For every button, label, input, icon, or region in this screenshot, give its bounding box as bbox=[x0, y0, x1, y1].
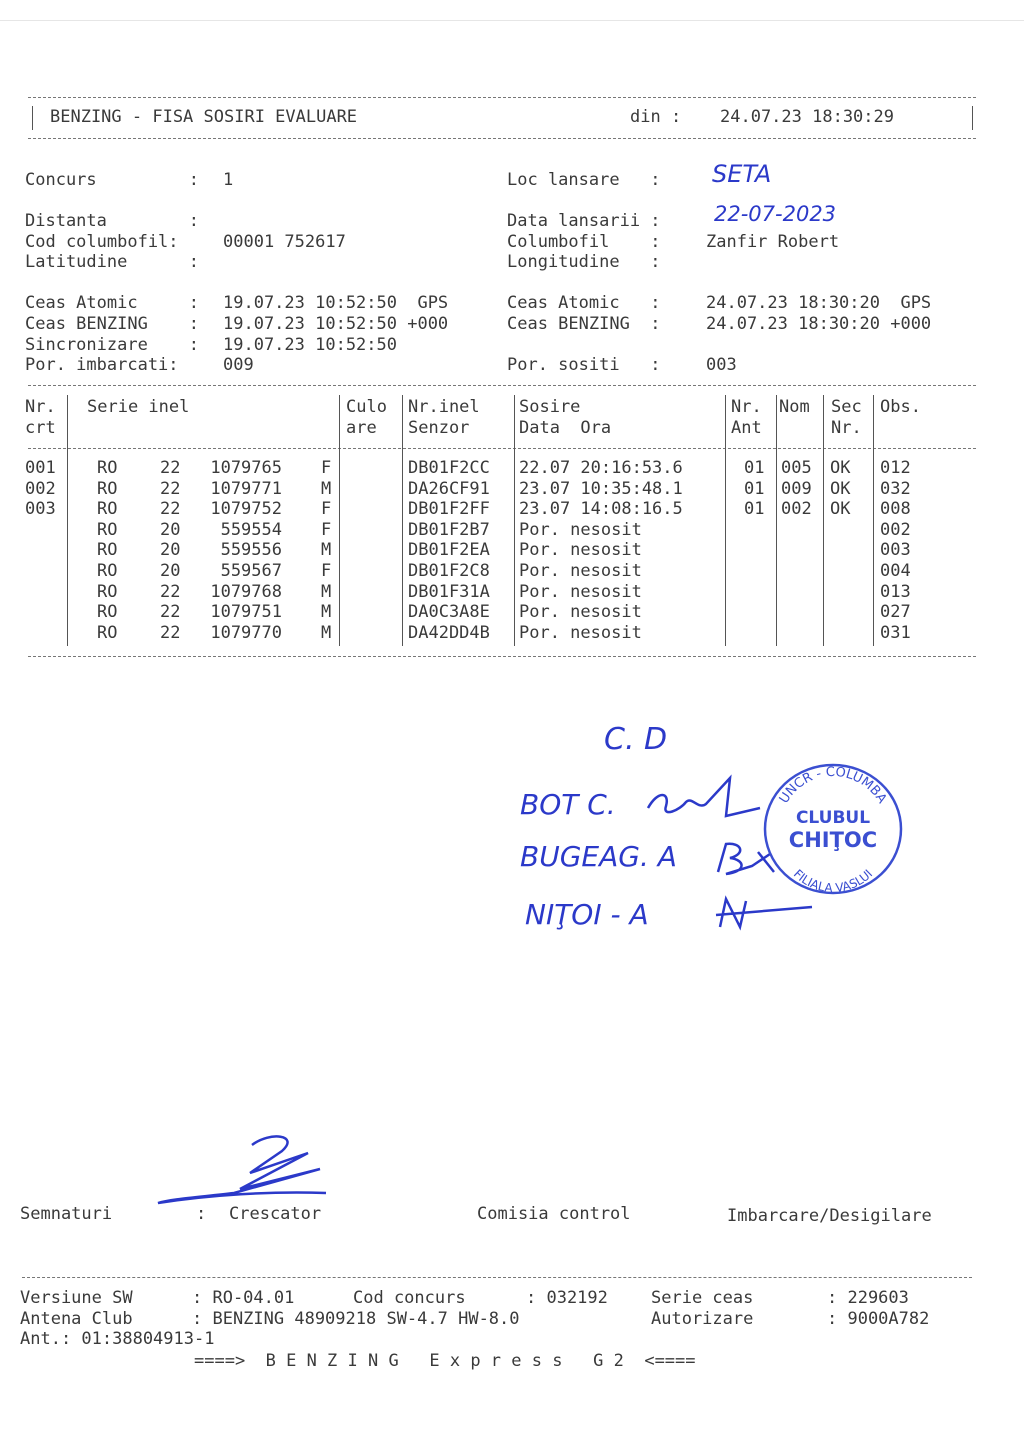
cell-year: 22 bbox=[160, 622, 181, 643]
signatures-label: Semnaturi bbox=[20, 1204, 113, 1224]
table-col-divider bbox=[776, 395, 777, 646]
cell-year: 20 bbox=[160, 561, 181, 581]
cell-arrival: Por. nesosit bbox=[519, 561, 642, 581]
data-lansarii-label: Data lansarii : bbox=[507, 211, 661, 231]
cell-nom: 009 bbox=[781, 478, 812, 499]
autorizare-label: Autorizare bbox=[651, 1309, 754, 1329]
cell-sensor: DA42DD4B bbox=[408, 622, 490, 643]
cell-sensor: DB01F2B7 bbox=[408, 519, 490, 540]
cell-sec: OK bbox=[830, 478, 851, 499]
col-header-nrant: Nr. bbox=[731, 397, 762, 417]
cell-year: 20 bbox=[160, 519, 181, 540]
cell-crt: 001 bbox=[25, 458, 56, 478]
signature-comisia: Comisia control bbox=[477, 1204, 631, 1224]
col-header-senzor: Senzor bbox=[408, 418, 470, 438]
cell-sex: M bbox=[321, 478, 332, 499]
cell-obs: 027 bbox=[880, 602, 911, 623]
stamp-center-2: CHIŢOC bbox=[788, 828, 878, 852]
handwritten-name-bugeag: BUGEAG. A bbox=[520, 840, 677, 873]
cell-country: RO bbox=[97, 581, 118, 602]
autorizare-value: : 9000A782 bbox=[827, 1309, 930, 1329]
ceas-benzing2-value: 24.07.23 18:30:20 +000 bbox=[706, 314, 932, 334]
cell-country: RO bbox=[97, 519, 118, 540]
signature-scribble-3 bbox=[712, 893, 822, 933]
loc-lansare-handwritten: SETA bbox=[712, 160, 772, 188]
handwritten-initials: C. D bbox=[604, 722, 668, 757]
cod-columbofil-value: 00001 752617 bbox=[223, 232, 346, 252]
cell-sensor: DA0C3A8E bbox=[408, 602, 490, 623]
concurs-value: 1 bbox=[223, 170, 234, 190]
cell-year: 22 bbox=[160, 458, 181, 478]
cod-concurs-label: Cod concurs bbox=[353, 1288, 466, 1308]
ceas-atomic2-value: 24.07.23 18:30:20 GPS bbox=[706, 293, 932, 313]
cell-sex: M bbox=[321, 540, 332, 561]
ceas-benzing-label: Ceas BENZING : bbox=[25, 314, 199, 334]
col-header-serie: Serie inel bbox=[87, 397, 190, 417]
table-col-divider bbox=[823, 395, 824, 646]
ceas-atomic2-label: Ceas Atomic : bbox=[507, 293, 661, 313]
col-header-crt: crt bbox=[25, 418, 56, 438]
cell-year: 22 bbox=[160, 602, 181, 623]
concurs-label: Concurs : bbox=[25, 170, 199, 190]
table-bottom-border bbox=[28, 656, 976, 657]
cell-arrival: Por. nesosit bbox=[519, 602, 642, 623]
cell-sensor: DB01F2CC bbox=[408, 458, 490, 478]
signature-imbarcare: Imbarcare/Desigilare bbox=[727, 1206, 932, 1226]
col-header-secnr: Nr. bbox=[831, 418, 862, 438]
header-top-border bbox=[28, 97, 976, 98]
cell-sensor: DB01F2EA bbox=[408, 540, 490, 561]
col-header-nr: Nr. bbox=[25, 397, 56, 417]
cell-sex: F bbox=[321, 519, 332, 540]
cell-sensor: DA26CF91 bbox=[408, 478, 490, 499]
cell-sex: M bbox=[321, 581, 332, 602]
signature-crescator: Crescator bbox=[229, 1204, 322, 1224]
cell-crt: 003 bbox=[25, 499, 56, 520]
cell-year: 20 bbox=[160, 540, 181, 561]
cell-ring-number: 1079765 bbox=[210, 458, 282, 478]
cell-arrival: Por. nesosit bbox=[519, 519, 642, 540]
table-col-divider bbox=[67, 395, 68, 646]
col-header-obs: Obs. bbox=[880, 397, 921, 417]
cell-sex: F bbox=[321, 458, 332, 478]
cell-nom: 002 bbox=[781, 499, 812, 520]
antena-value: : BENZING 48909218 SW-4.7 HW-8.0 bbox=[192, 1309, 520, 1329]
col-header-ant: Ant bbox=[731, 418, 762, 438]
por-imbarcati-value: 009 bbox=[223, 355, 254, 375]
columbofil-label: Columbofil : bbox=[507, 232, 661, 252]
cell-arrival: Por. nesosit bbox=[519, 622, 642, 643]
col-header-sosire: Sosire bbox=[519, 397, 581, 417]
loc-lansare-label: Loc lansare : bbox=[507, 170, 661, 190]
cell-sensor: DB01F2C8 bbox=[408, 561, 490, 581]
antenna-id: Ant.: 01:38804913-1 bbox=[20, 1329, 215, 1349]
cell-ring-number: 1079751 bbox=[210, 602, 282, 623]
ceas-atomic-value: 19.07.23 10:52:50 GPS bbox=[223, 293, 449, 313]
cell-antenna: 01 bbox=[744, 458, 765, 478]
ceas-atomic-label: Ceas Atomic : bbox=[25, 293, 199, 313]
distanta-label: Distanta : bbox=[25, 211, 199, 231]
ceas-benzing2-label: Ceas BENZING : bbox=[507, 314, 661, 334]
columbofil-value: Zanfir Robert bbox=[706, 232, 840, 252]
col-header-are: are bbox=[346, 418, 377, 438]
stamp-center-1: CLUBUL bbox=[795, 808, 871, 828]
cod-concurs-value: : 032192 bbox=[526, 1288, 608, 1308]
col-header-dataora: Data Ora bbox=[519, 418, 612, 438]
antena-label: Antena Club bbox=[20, 1309, 133, 1329]
page-top-edge bbox=[0, 20, 1024, 21]
cell-ring-number: 559554 bbox=[220, 519, 282, 540]
cell-arrival: 23.07 14:08:16.5 bbox=[519, 499, 683, 520]
ceas-benzing-value: 19.07.23 10:52:50 +000 bbox=[223, 314, 449, 334]
cell-obs: 004 bbox=[880, 561, 911, 581]
table-header-border bbox=[28, 448, 976, 449]
cell-obs: 012 bbox=[880, 458, 911, 478]
table-col-divider bbox=[402, 395, 403, 646]
date-value: 24.07.23 18:30:29 bbox=[720, 107, 894, 127]
handwritten-name-bot: BOT C. bbox=[520, 788, 616, 821]
cell-country: RO bbox=[97, 602, 118, 623]
por-sositi-value: 003 bbox=[706, 355, 737, 375]
svg-text:FILIALA VASLUI bbox=[791, 867, 875, 895]
cell-obs: 013 bbox=[880, 581, 911, 602]
table-col-divider bbox=[514, 395, 515, 646]
sincronizare-label: Sincronizare : bbox=[25, 335, 199, 355]
brand-line: ====> B E N Z I N G E x p r e s s G 2 <==== bbox=[194, 1351, 696, 1371]
cell-ring-number: 1079768 bbox=[210, 581, 282, 602]
cell-ring-number: 1079771 bbox=[210, 478, 282, 499]
versiune-value: : RO-04.01 bbox=[192, 1288, 295, 1308]
cell-obs: 031 bbox=[880, 622, 911, 643]
document-title: BENZING - FISA SOSIRI EVALUARE bbox=[50, 107, 358, 127]
sincronizare-value: 19.07.23 10:52:50 bbox=[223, 335, 397, 355]
por-sositi-label: Por. sositi : bbox=[507, 355, 661, 375]
cell-antenna: 01 bbox=[744, 478, 765, 499]
cell-arrival: Por. nesosit bbox=[519, 540, 642, 561]
svg-text:UNCR - COLUMBA bbox=[777, 765, 890, 807]
header-left-bar bbox=[32, 106, 33, 130]
cell-sec: OK bbox=[830, 458, 851, 478]
cell-arrival: Por. nesosit bbox=[519, 581, 642, 602]
cell-obs: 008 bbox=[880, 499, 911, 520]
date-label: din : bbox=[630, 107, 682, 127]
cell-arrival: 23.07 10:35:48.1 bbox=[519, 478, 683, 499]
cell-obs: 032 bbox=[880, 478, 911, 499]
table-col-divider bbox=[725, 395, 726, 646]
cell-ring-number: 1079770 bbox=[210, 622, 282, 643]
cell-sensor: DB01F2FF bbox=[408, 499, 490, 520]
col-header-culo: Culo bbox=[346, 397, 387, 417]
col-header-nom: Nom bbox=[779, 397, 810, 417]
data-lansarii-handwritten: 22-07-2023 bbox=[714, 202, 837, 226]
cell-country: RO bbox=[97, 478, 118, 499]
table-col-divider bbox=[339, 395, 340, 646]
table-top-border bbox=[28, 385, 976, 386]
cell-country: RO bbox=[97, 561, 118, 581]
cell-sensor: DB01F31A bbox=[408, 581, 490, 602]
cell-ring-number: 1079752 bbox=[210, 499, 282, 520]
cell-sex: M bbox=[321, 602, 332, 623]
cell-arrival: 22.07 20:16:53.6 bbox=[519, 458, 683, 478]
cell-sec: OK bbox=[830, 499, 851, 520]
stamp-top-text: UNCR - COLUMBA bbox=[776, 764, 890, 807]
cod-columbofil-label: Cod columbofil: bbox=[25, 232, 179, 252]
cell-nom: 005 bbox=[781, 458, 812, 478]
cell-country: RO bbox=[97, 499, 118, 520]
header-right-bar bbox=[972, 106, 973, 130]
cell-obs: 003 bbox=[880, 540, 911, 561]
versiune-label: Versiune SW bbox=[20, 1288, 133, 1308]
cell-sex: M bbox=[321, 622, 332, 643]
club-stamp bbox=[758, 757, 908, 897]
stamp-bottom-text: FILIALA VASLUI bbox=[790, 866, 876, 896]
cell-country: RO bbox=[97, 622, 118, 643]
handwritten-name-nitoi: NIŢOI - A bbox=[525, 898, 649, 931]
cell-country: RO bbox=[97, 540, 118, 561]
signatures-colon: : bbox=[196, 1204, 207, 1224]
cell-ring-number: 559567 bbox=[220, 561, 282, 581]
latitudine-label: Latitudine : bbox=[25, 252, 199, 272]
cell-sex: F bbox=[321, 561, 332, 581]
cell-year: 22 bbox=[160, 499, 181, 520]
cell-ring-number: 559556 bbox=[220, 540, 282, 561]
breeder-signature bbox=[150, 1125, 340, 1210]
header-bottom-border bbox=[28, 138, 976, 139]
cell-crt: 002 bbox=[25, 478, 56, 499]
col-header-nrinel: Nr.inel bbox=[408, 397, 480, 417]
cell-year: 22 bbox=[160, 581, 181, 602]
serie-ceas-label: Serie ceas bbox=[651, 1288, 754, 1308]
cell-antenna: 01 bbox=[744, 499, 765, 520]
footer-separator bbox=[22, 1277, 972, 1278]
cell-country: RO bbox=[97, 458, 118, 478]
table-col-divider bbox=[873, 395, 874, 646]
cell-sex: F bbox=[321, 499, 332, 520]
cell-obs: 002 bbox=[880, 519, 911, 540]
serie-ceas-value: : 229603 bbox=[827, 1288, 909, 1308]
cell-year: 22 bbox=[160, 478, 181, 499]
por-imbarcati-label: Por. imbarcati: bbox=[25, 355, 179, 375]
col-header-sec: Sec bbox=[831, 397, 862, 417]
longitudine-label: Longitudine : bbox=[507, 252, 661, 272]
